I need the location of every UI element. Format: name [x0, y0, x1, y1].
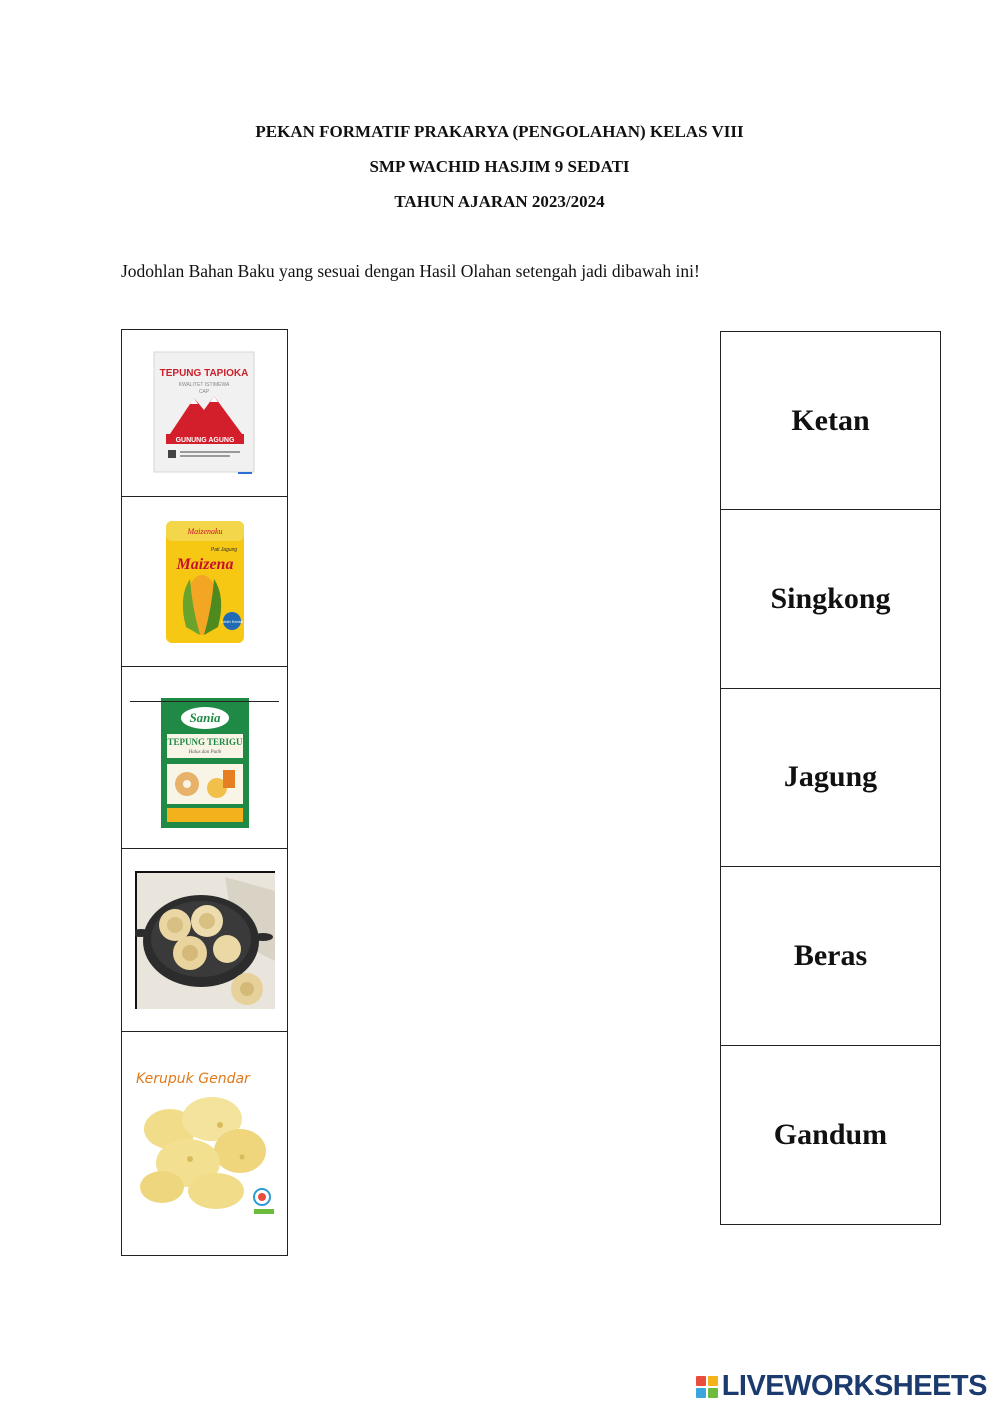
divider-line	[130, 701, 279, 702]
liveworksheets-brand[interactable]	[696, 1370, 987, 1403]
svg-text:Maizena: Maizena	[176, 555, 233, 573]
tapioca-flour-bag-image	[150, 348, 260, 478]
brand-text: LIVEWORKSHEETS	[721, 1370, 987, 1402]
svg-text:Kerupuk Gendar: Kerupuk Gendar	[135, 1070, 250, 1087]
match-item-terigu[interactable]	[122, 667, 287, 849]
match-item-rice-crackers[interactable]	[122, 849, 287, 1032]
rice-crackers-bowl-image	[135, 871, 275, 1009]
svg-text:Pati Jagung: Pati Jagung	[210, 546, 237, 553]
svg-text:GUNUNG AGUNG: GUNUNG AGUNG	[175, 437, 234, 444]
match-item-kerupuk-gendar[interactable]	[122, 1032, 287, 1255]
svg-text:TEPUNG TERIGU: TEPUNG TERIGU	[166, 737, 243, 747]
svg-text:Halus dan Putih: Halus dan Putih	[188, 750, 221, 755]
svg-text:KWALITET ISTIMEWA: KWALITET ISTIMEWA	[178, 382, 229, 388]
match-item-tapioca[interactable]	[122, 330, 287, 497]
sania-wheat-flour-pack-image	[155, 696, 255, 831]
answer-box-ketan[interactable]: Ketan	[721, 332, 940, 510]
liveworksheets-logo-icon	[696, 1376, 718, 1398]
svg-text:Sania: Sania	[188, 710, 221, 725]
left-image-column	[121, 329, 288, 1256]
maizena-corn-starch-pack-image	[160, 517, 250, 647]
title-line-3: TAHUN AJARAN 2023/2024	[394, 192, 605, 211]
svg-text:Lebih Kental: Lebih Kental	[220, 618, 243, 624]
svg-text:Maizenaku: Maizenaku	[186, 526, 223, 536]
kerupuk-gendar-image	[130, 1069, 280, 1219]
answer-box-beras[interactable]: Beras	[721, 867, 940, 1045]
right-answer-column	[720, 331, 941, 1225]
svg-text:CAP: CAP	[198, 389, 209, 395]
match-item-maizena[interactable]	[122, 497, 287, 667]
answer-box-gandum[interactable]: Gandum	[773, 1117, 888, 1151]
svg-text:TEPUNG TAPIOKA: TEPUNG TAPIOKA	[159, 368, 248, 379]
title-line-1: PEKAN FORMATIF PRAKARYA (PENGOLAHAN) KELAS VIII	[255, 122, 744, 141]
answer-box-singkong[interactable]: Singkong	[721, 510, 940, 688]
instruction-text: Jodohlan Bahan Baku yang sesuai dengan Hasil Olahan setengah jadi dibawah ini!	[121, 261, 700, 281]
answer-box-jagung[interactable]: Jagung	[721, 689, 940, 867]
title-line-2: SMP WACHID HASJIM 9 SEDATI	[369, 157, 630, 176]
